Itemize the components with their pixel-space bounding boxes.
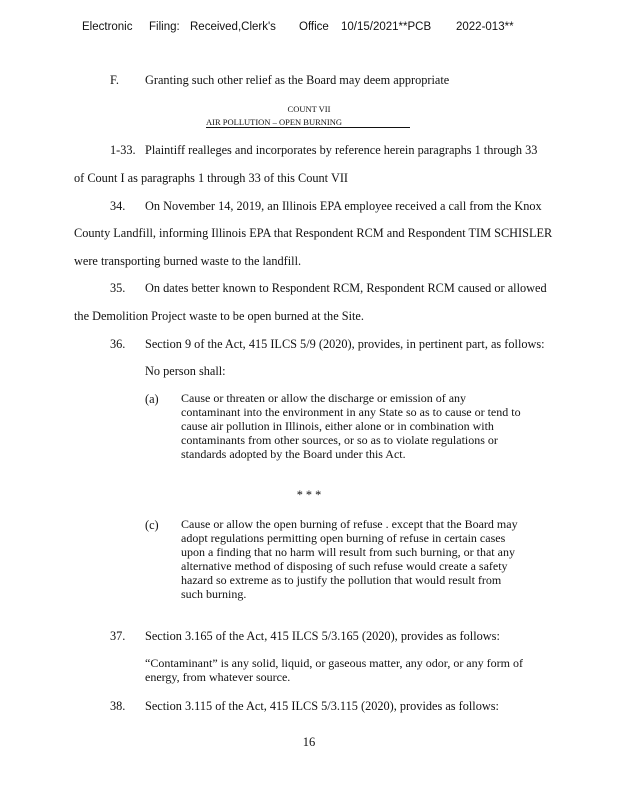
paragraph-36-line-1: Section 9 of the Act, 415 ILCS 5/9 (2020), provides, in pertinent part, as follows: [145,337,545,351]
paragraph-number-38: 38. [110,699,126,713]
paragraph-37-line-1: Section 3.165 of the Act, 415 ILCS 5/3.165 (2020), provides as follows: [145,629,500,643]
paragraph-38-line-1: Section 3.115 of the Act, 415 ILCS 5/3.115 (2020), provides as follows: [145,699,499,713]
paragraph-34-line-3: were transporting burned waste to the landfill. [74,254,302,268]
paragraph-number-1-33: 1-33. [110,143,136,157]
count-subtitle: AIR POLLUTION – OPEN BURNING [206,117,410,128]
paragraph-34-line-2: County Landfill, informing Illinois EPA that Respondent RCM and Respondent TIM SCHISLER [74,226,553,240]
paragraph-number-36: 36. [110,337,126,351]
count-title: COUNT VII [287,104,331,114]
paragraph-number-35: 35. [110,281,126,295]
paragraph-number-37: 37. [110,629,126,643]
subsection-c-text: Cause or allow the open burning of refuse . except that the Board may adopt regulations permitting open burning of refuse in certain cases upon a finding that no harm will result from such burning, or that any alternative method of disposing of such refuse would create a safety hazard so extreme as to justify the pollution that would result from such burning. [181,517,518,601]
header-date: 10/15/2021**PCB [341,21,432,33]
header-received: Received,Clerk's [190,21,276,33]
page-number: 16 [302,735,316,749]
paragraph-number-34: 34. [110,199,126,213]
paragraph-36-line-2: No person shall: [145,364,226,378]
item-f-text: Granting such other relief as the Board may deem appropriate [145,73,450,87]
header-electronic: Electronic [82,21,133,33]
header-filing: Filing: [149,21,180,33]
paragraph-34-line-1: On November 14, 2019, an Illinois EPA employee received a call from the Knox [145,199,542,213]
paragraph-1-33-line-1: Plaintiff realleges and incorporates by reference herein paragraphs 1 through 33 [145,143,538,157]
subsection-c-label: (c) [145,518,159,532]
header-case: 2022-013** [456,21,514,33]
ellipsis-stars: * * * [296,488,322,502]
header-office: Office [299,21,329,33]
paragraph-35-line-2: the Demolition Project waste to be open burned at the Site. [74,309,364,323]
paragraph-1-33-line-2: of Count I as paragraphs 1 through 33 of this Count VII [74,171,349,185]
subsection-a-text: Cause or threaten or allow the discharge or emission of any contaminant into the environment in any State so as to cause or tend to cause air pollution in Illinois, either alone or in combination with contaminants from other sources, or so as to violate regulations or standards adopted by the Board under this Act. [181,391,521,461]
paragraph-35-line-1: On dates better known to Respondent RCM, Respondent RCM caused or allowed [145,281,547,295]
contaminant-definition-quote: “Contaminant” is any solid, liquid, or gaseous matter, any odor, or any form of energy, from whatever source. [145,656,523,684]
item-f-label: F. [110,73,119,87]
subsection-a-label: (a) [145,392,159,406]
